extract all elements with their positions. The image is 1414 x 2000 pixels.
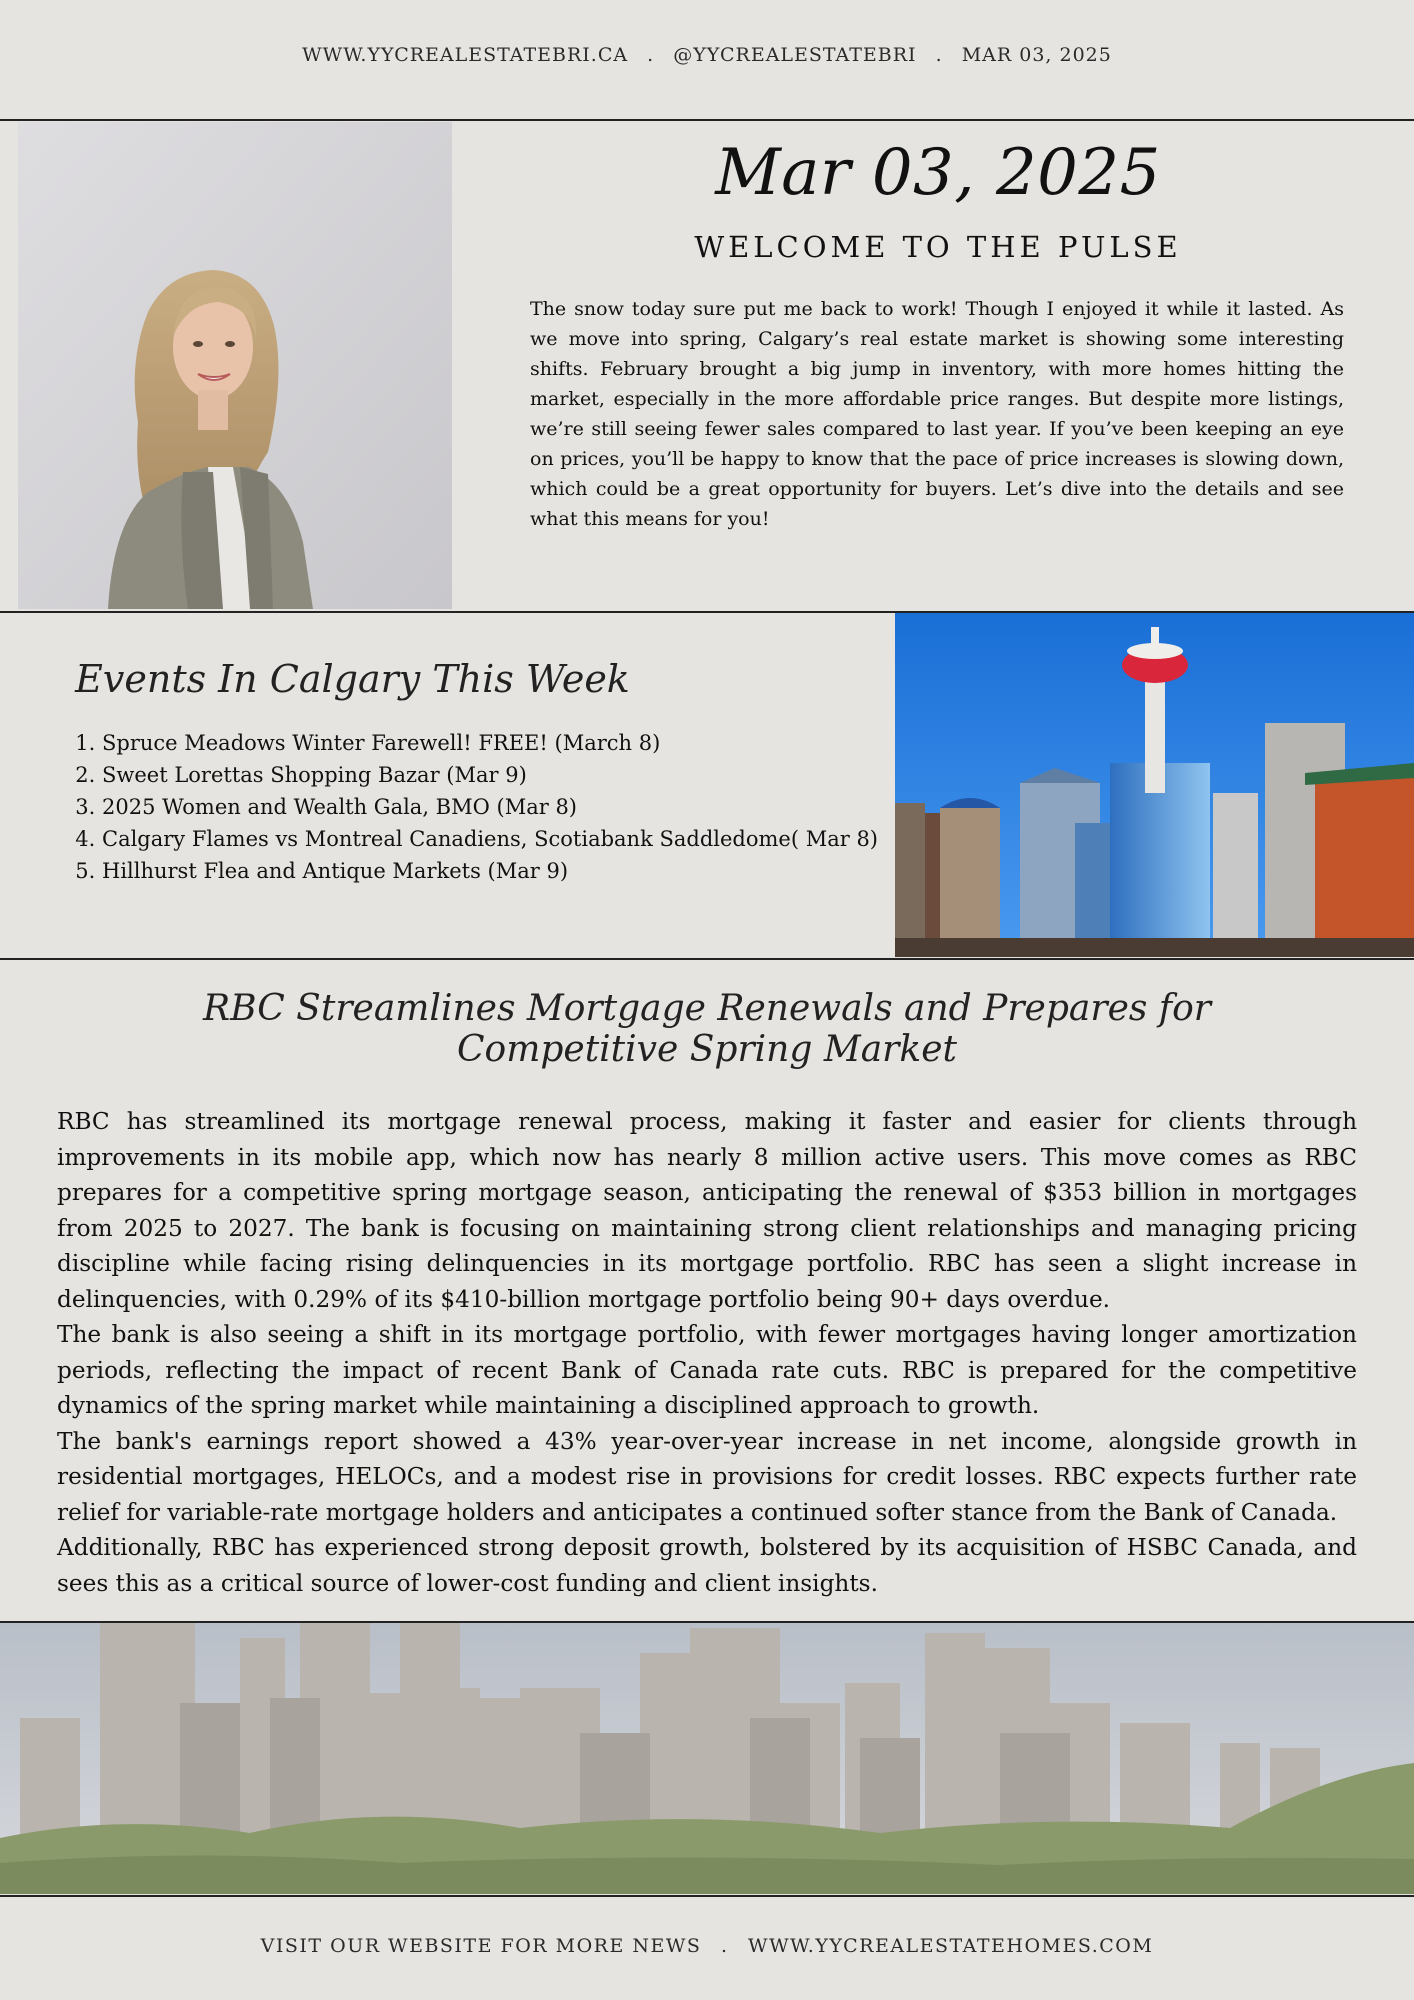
article-paragraph: The bank is also seeing a shift in its mortgage portfolio, with fewer mortgages having longer amortization periods, reflecting the impact of recent Bank of Canada rate cuts. RBC is prepared for the competitive dynamics of the spring market while maintaining a disciplined approach to growth.: [57, 1321, 1357, 1419]
footer-separator: .: [720, 1935, 729, 1957]
header-bar: [0, 0, 1414, 118]
welcome-heading: WELCOME TO THE PULSE: [694, 230, 1182, 264]
event-item: 3. 2025 Women and Wealth Gala, BMO (Mar 8): [102, 791, 882, 823]
intro-paragraph: The snow today sure put me back to work! Though I enjoyed it while it lasted. As we move into spring, Calgary’s real estate market is showing some interesting shifts. February brought a big jump in inventory, with more homes hitting the market, especially in the more affordable price ranges. But despite more listings, we’re still seeing fewer sales compared to last year. If you’ve been keeping an eye on prices, you’ll be happy to know that the pace of price increases is slowing down, which could be a great opportunity for buyers. Let’s dive into the details and see what this means for you!: [530, 298, 1344, 530]
article-paragraph: Additionally, RBC has experienced strong deposit growth, bolstered by its acquisition of HSBC Canada, and sees this as a critical source of lower-cost funding and client insights.: [57, 1534, 1357, 1597]
divider: [0, 119, 1414, 121]
footer-website-link[interactable]: WWW.YYCREALESTATEHOMES.COM: [748, 1935, 1154, 1957]
footer-text: VISIT OUR WEBSITE FOR MORE NEWS: [260, 1935, 702, 1957]
event-item: 4. Calgary Flames vs Montreal Canadiens, Scotiabank Saddledome( Mar 8): [102, 823, 882, 855]
events-title: Events In Calgary This Week: [75, 657, 630, 701]
event-item: 1. Spruce Meadows Winter Farewell! FREE! (March 8): [102, 727, 882, 759]
calgary-skyline-photo: [0, 1623, 1414, 1894]
portrait-photo: [18, 122, 452, 609]
header-handle[interactable]: @YYCREALESTATEBRI: [673, 44, 917, 66]
divider: [0, 1895, 1414, 1897]
article-headline: RBC Streamlines Mortgage Renewals and Prepares for Competitive Spring Market: [202, 988, 1212, 1070]
events-section: [0, 613, 894, 957]
header-line: [0, 44, 1414, 66]
hero-section: [470, 122, 1414, 609]
header-website[interactable]: WWW.YYCREALESTATEBRI.CA: [302, 44, 629, 66]
article-paragraph: RBC has streamlined its mortgage renewal process, making it faster and easier for clients through improvements in its mobile app, which now has nearly 8 million active users. This move comes as RBC prepares for a competitive spring mortgage season, anticipating the renewal of $353 billion in mortgages from 2025 to 2027. The bank is focusing on maintaining strong client relationships and managing pricing discipline while facing rising delinquencies in its mortgage portfolio. RBC has seen a slight increase in delinquencies, with 0.29% of its $410-billion mortgage portfolio being 90+ days overdue.: [57, 1108, 1357, 1313]
header-separator: .: [935, 44, 943, 66]
article-paragraph: The bank's earnings report showed a 43% year-over-year increase in net income, alongside growth in residential mortgages, HELOCs, and a modest rise in provisions for credit losses. RBC expects further rate relief for variable-rate mortgage holders and anticipates a continued softer stance from the Bank of Canada.: [57, 1427, 1357, 1526]
events-list: [80, 727, 882, 887]
issue-date-title: Mar 03, 2025: [715, 136, 1161, 210]
event-item: 5. Hillhurst Flea and Antique Markets (Mar 9): [102, 855, 882, 887]
event-item: 2. Sweet Lorettas Shopping Bazar (Mar 9): [102, 759, 882, 791]
calgary-tower-photo: [895, 613, 1414, 957]
divider: [0, 958, 1414, 960]
header-date: MAR 03, 2025: [961, 44, 1112, 66]
article-body: [57, 1104, 1357, 1601]
footer-bar: [0, 1935, 1414, 1957]
header-separator: .: [647, 44, 655, 66]
